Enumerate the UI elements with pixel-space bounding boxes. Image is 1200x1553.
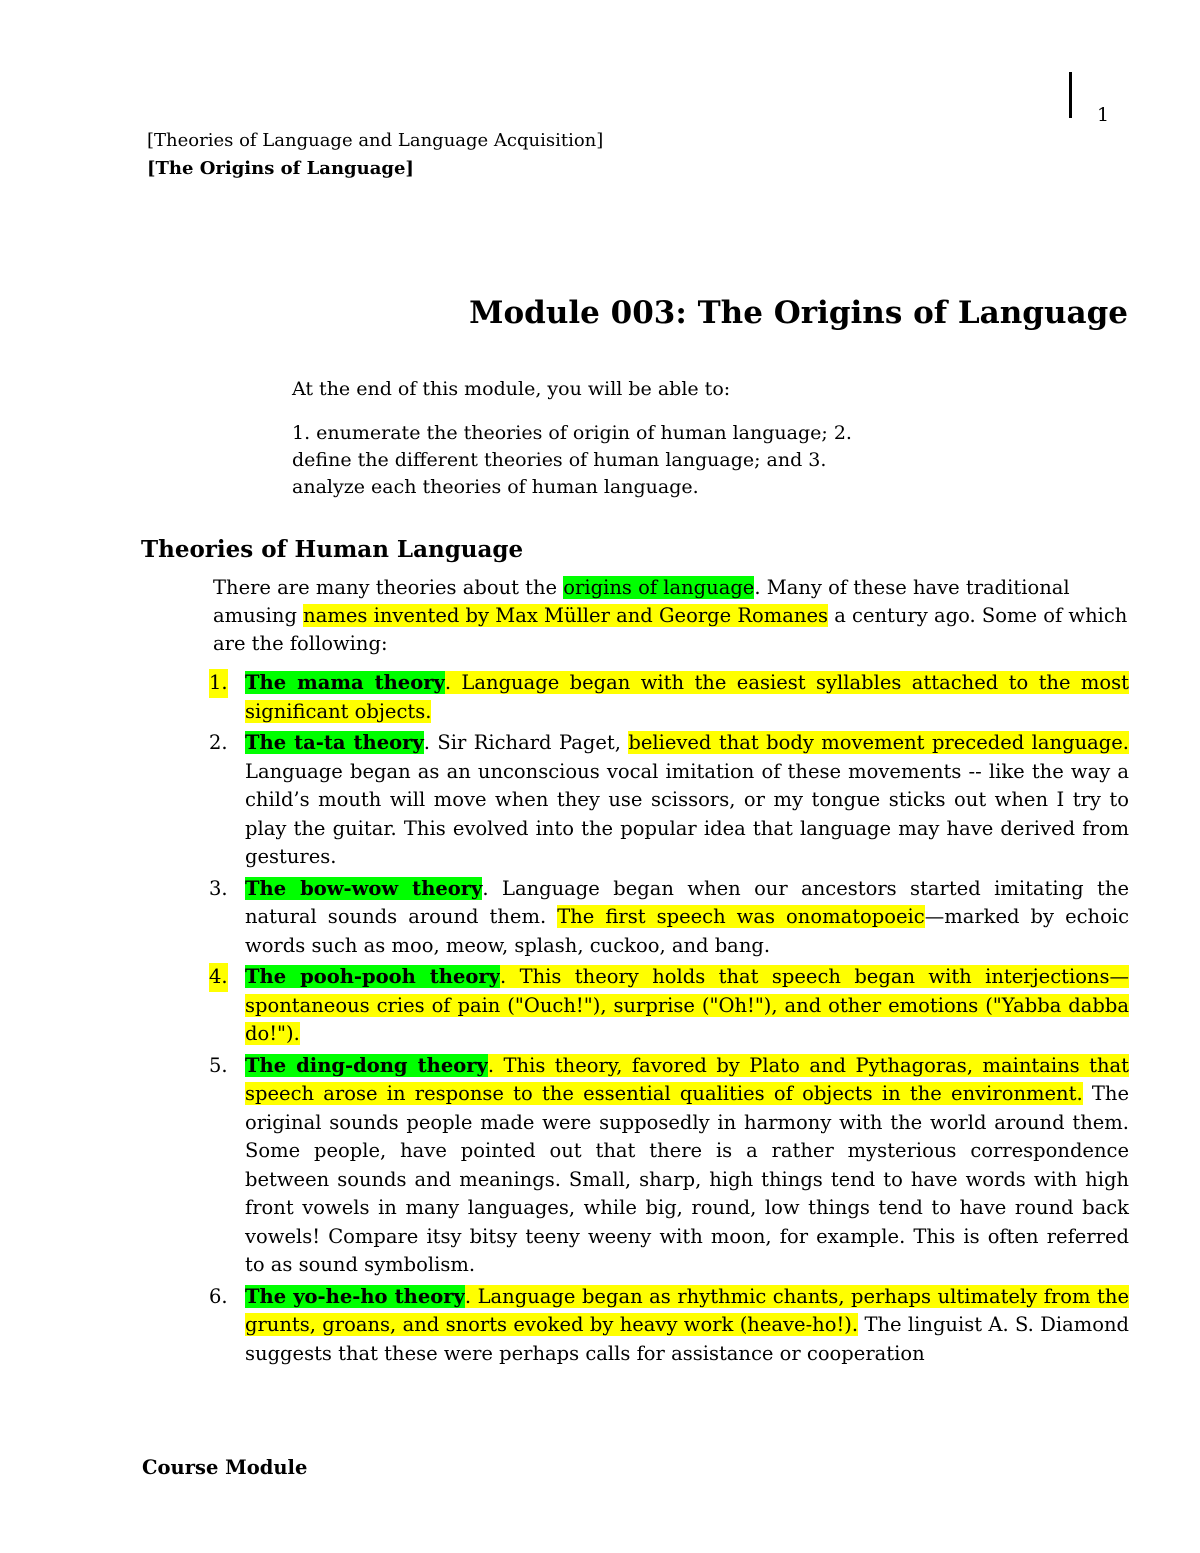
theory-name: The pooh-pooh theory [245, 965, 501, 988]
theory-highlight: The first speech was onomatopoeic [557, 905, 925, 928]
theory-number: 5. [209, 1053, 228, 1077]
theory-item-bow-wow: 3. The bow-wow theory. Language began when our ancestors started imitating the natural sounds around them. The first speech was onomatopoeic—marked by echoic words such as moo, meow, splash, cuckoo, and bang. [209, 876, 1129, 957]
highlight-yellow: names invented by Max Müller and George Romanes [303, 604, 829, 627]
course-title: [Theories of Language and Language Acquisition] [147, 130, 604, 151]
theory-number: 2. [209, 731, 228, 754]
intro-paragraph: There are many theories about the origins of language. Many of these have traditional amusing names invented by Max Müller and George Romanes a century ago. Some of which are the following: [213, 576, 1128, 655]
theory-highlight: This theory, favored by Plato and Pythagoras, maintains that speech arose in response to the essential qualities of objects in the environment. [245, 1053, 1130, 1105]
theory-highlight: Language began with the easiest syllables attached to the most significant objects. [245, 671, 1129, 723]
theories-list [209, 669, 1130, 1371]
theory-highlight: This theory holds that speech began with interjections—spontaneous cries of pain ("Ouch!"), surprise ("Oh!"), and other emotions ("Yabba dabba do!"). [245, 965, 1130, 1045]
theory-item-ta-ta: 2. The ta-ta theory. Sir Richard Paget, believed that body movement preceded language. Language began as an unconscious vocal imitation of these movements -- like the way a child’s mouth will move when they use scissors, or my tongue sticks out when I try to play the guitar. This evolved into the popular idea that language may have derived from gestures. [209, 731, 1129, 868]
objectives-list [292, 420, 892, 501]
objective-line: define the different theories of human language; and 3. [292, 449, 827, 471]
module-title: Module 003: The Origins of Language [469, 295, 1128, 331]
highlight-green: origins of language [563, 576, 755, 599]
objective-line: analyze each theories of human language. [292, 476, 699, 498]
header-divider [1069, 72, 1072, 118]
theory-highlight: believed that body movement preceded language. [628, 731, 1129, 754]
theory-highlight: Language began as rhythmic chants, perhaps ultimately from the grunts, groans, and snorts evoked by heavy work (heave-ho!). [245, 1284, 1129, 1336]
footer-course-module: Course Module [142, 1456, 308, 1479]
theory-name: The ding-dong theory [245, 1053, 488, 1077]
theory-name: The mama theory [245, 671, 445, 694]
theory-name: The ta-ta theory [245, 731, 424, 754]
theory-name: The yo-he-ho theory [245, 1284, 465, 1308]
section-heading: Theories of Human Language [141, 536, 524, 563]
theory-number: 1. [209, 669, 228, 698]
intro-text: At the end of this module, you will be able to: [292, 378, 731, 400]
theory-item-yo-he-ho: 6. The yo-he-ho theory. Language began as rhythmic chants, perhaps ultimately from the grunts, groans, and snorts evoked by heavy work (heave-ho!). The linguist A. S. Diamond suggests that these were perhaps calls for assistance or cooperation [209, 1284, 1129, 1365]
theory-item-ding-dong: 5. The ding-dong theory. This theory, favored by Plato and Pythagoras, maintains that speech arose in response to the essential qualities of objects in the environment. The original sounds people made were supposedly in harmony with the world around them. Some people, have pointed out that there is a rather mysterious correspondence between sounds and meanings. Small, sharp, high things tend to have words with high front vowels in many languages, while big, round, low things tend to have round back vowels! Compare itsy bitsy teeny weeny with moon, for example. This is often referred to as sound symbolism. [209, 1053, 1130, 1276]
theory-number: 6. [209, 1284, 228, 1308]
theory-name: The bow-wow theory [245, 876, 483, 900]
theory-number: 3. [209, 876, 228, 900]
page-number: 1 [1097, 104, 1110, 126]
module-subtitle: [The Origins of Language] [147, 158, 414, 179]
theory-item-mama: 1. The mama theory. Language began with the easiest syllables attached to the most significant objects. [209, 671, 1129, 723]
theory-number: 4. [209, 963, 228, 992]
objective-line: 1. enumerate the theories of origin of human language; 2. [292, 422, 852, 444]
theory-item-pooh-pooh: 4. The pooh-pooh theory. This theory holds that speech began with interjections—spontaneous cries of pain ("Ouch!"), surprise ("Oh!"), and other emotions ("Yabba dabba do!"). [209, 965, 1130, 1045]
